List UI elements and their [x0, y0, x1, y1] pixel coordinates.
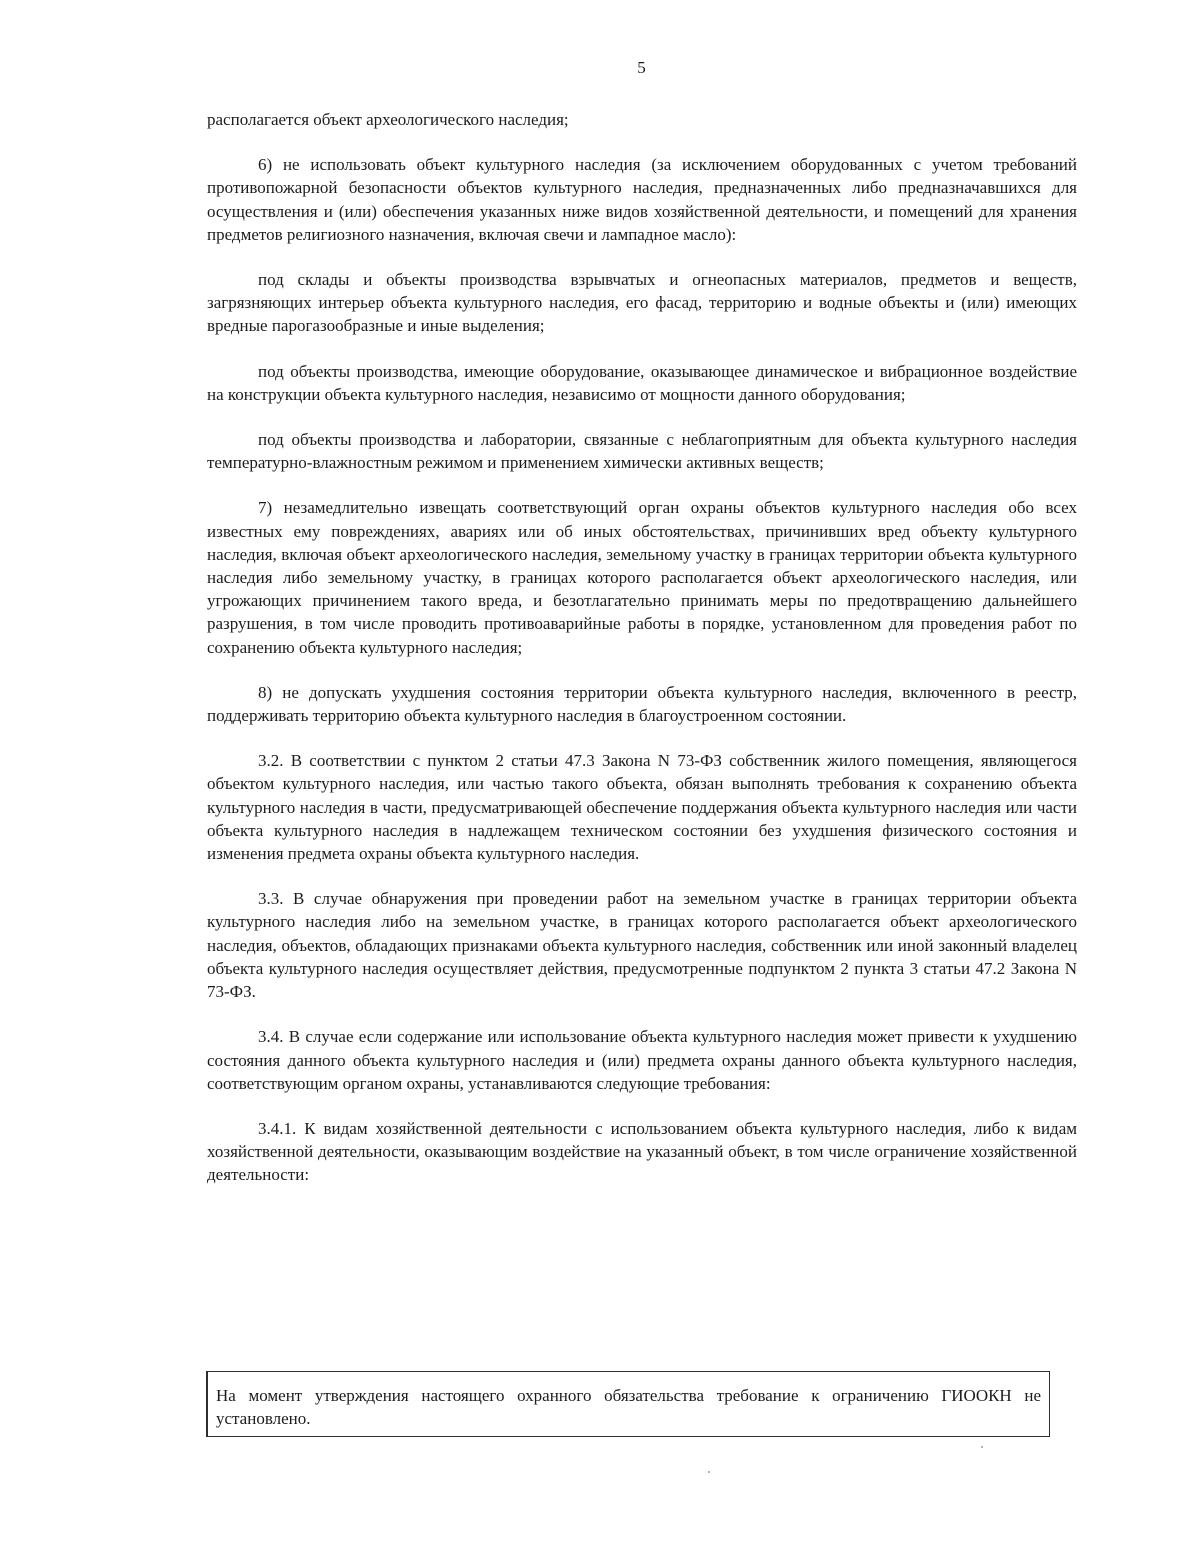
- paragraph-production-vibration: под объекты производства, имеющие оборудование, оказывающее динамическое и вибрационное воздействие на конструкции объекта культурного наследия, независимо от мощности данного оборудования;: [207, 361, 1077, 404]
- paragraph-item-7: 7) незамедлительно извещать соответствующий орган охраны объектов культурного наследия обо всех известных ему повреждениях, авариях или об иных обстоятельствах, причинивших вред объекту культурного наследия, включая объект археологического наследия, земельному участку в границах территории объекта культурного наследия либо земельному участку, в границах которого располагается объект археологического наследия, или угрожающих причинением такого вреда, и безотлагательно принимать меры по предотвращению дальнейшего разрушения, в том числе проводить противоаварийные работы в порядке, установленном для проведения работ по сохранению объекта культурного наследия;: [207, 498, 1077, 657]
- scan-speck: [708, 1471, 710, 1473]
- paragraph-3-3: 3.3. В случае обнаружения при проведении работ на земельном участке в границах территории объекта культурного наследия либо на земельном участке, в границах которого располагается объект археологического наследия, объектов, обладающих признаками объекта культурного наследия, собственник или иной законный владелец объекта культурного наследия осуществляет действия, предусмотренные подпунктом 2 пункта 3 статьи 47.2 Закона N 73-ФЗ.: [207, 889, 1077, 1002]
- restriction-note-text: На момент утверждения настоящего охранного обязательства требование к ограничению ГИООКН не установлено.: [216, 1386, 1041, 1429]
- paragraph-continuation: располагается объект археологического наследия;: [207, 110, 569, 129]
- paragraph-laboratories: под объекты производства и лаборатории, связанные с неблагоприятным для объекта культурного наследия температурно-влажностным режимом и применением химически активных веществ;: [207, 430, 1077, 473]
- page-number: 5: [637, 58, 646, 77]
- paragraph-warehouses: под склады и объекты производства взрывчатых и огнеопасных материалов, предметов и веществ, загрязняющих интерьер объекта культурного наследия, его фасад, территорию и водные объекты и (или) имеющих вредные парогазообразные и иные выделения;: [207, 270, 1077, 336]
- paragraph-3-4: 3.4. В случае если содержание или использование объекта культурного наследия может привести к ухудшению состояния данного объекта культурного наследия и (или) предмета охраны данного объекта культурного наследия, соответствующим органом охраны, устанавливаются следующие требования:: [207, 1027, 1077, 1093]
- paragraph-3-4-1: 3.4.1. К видам хозяйственной деятельности с использованием объекта культурного наследия, либо к видам хозяйственной деятельности, оказывающим воздействие на указанный объект, в том числе ограничение хозяйственной деятельности:: [207, 1118, 1077, 1185]
- paragraph-3-2: 3.2. В соответствии с пунктом 2 статьи 47.3 Закона N 73-ФЗ собственник жилого помещения, являющегося объектом культурного наследия, или частью такого объекта, обязан выполнять требования к сохранению объекта культурного наследия в части, предусматривающей обеспечение поддержания объекта культурного наследия или части объекта культурного наследия в надлежащем техническом состоянии без ухудшения физического состояния и изменения предмета охраны объекта культурного наследия.: [207, 751, 1077, 864]
- document-body: [207, 108, 1077, 1209]
- scan-speck: [981, 1446, 983, 1448]
- paragraph-item-8: 8) не допускать ухудшения состояния территории объекта культурного наследия, включенного в реестр, поддерживать территорию объекта культурного наследия в благоустроенном состоянии.: [207, 682, 1077, 726]
- paragraph-item-6: 6) не использовать объект культурного наследия (за исключением оборудованных с учетом требований противопожарной безопасности объектов культурного наследия, предназначенных либо предназначавшихся для осуществления и (или) обеспечения указанных ниже видов хозяйственной деятельности, и помещений для хранения предметов религиозного назначения, включая свечи и лампадное масло):: [207, 155, 1077, 244]
- restriction-note-box: [206, 1371, 1050, 1437]
